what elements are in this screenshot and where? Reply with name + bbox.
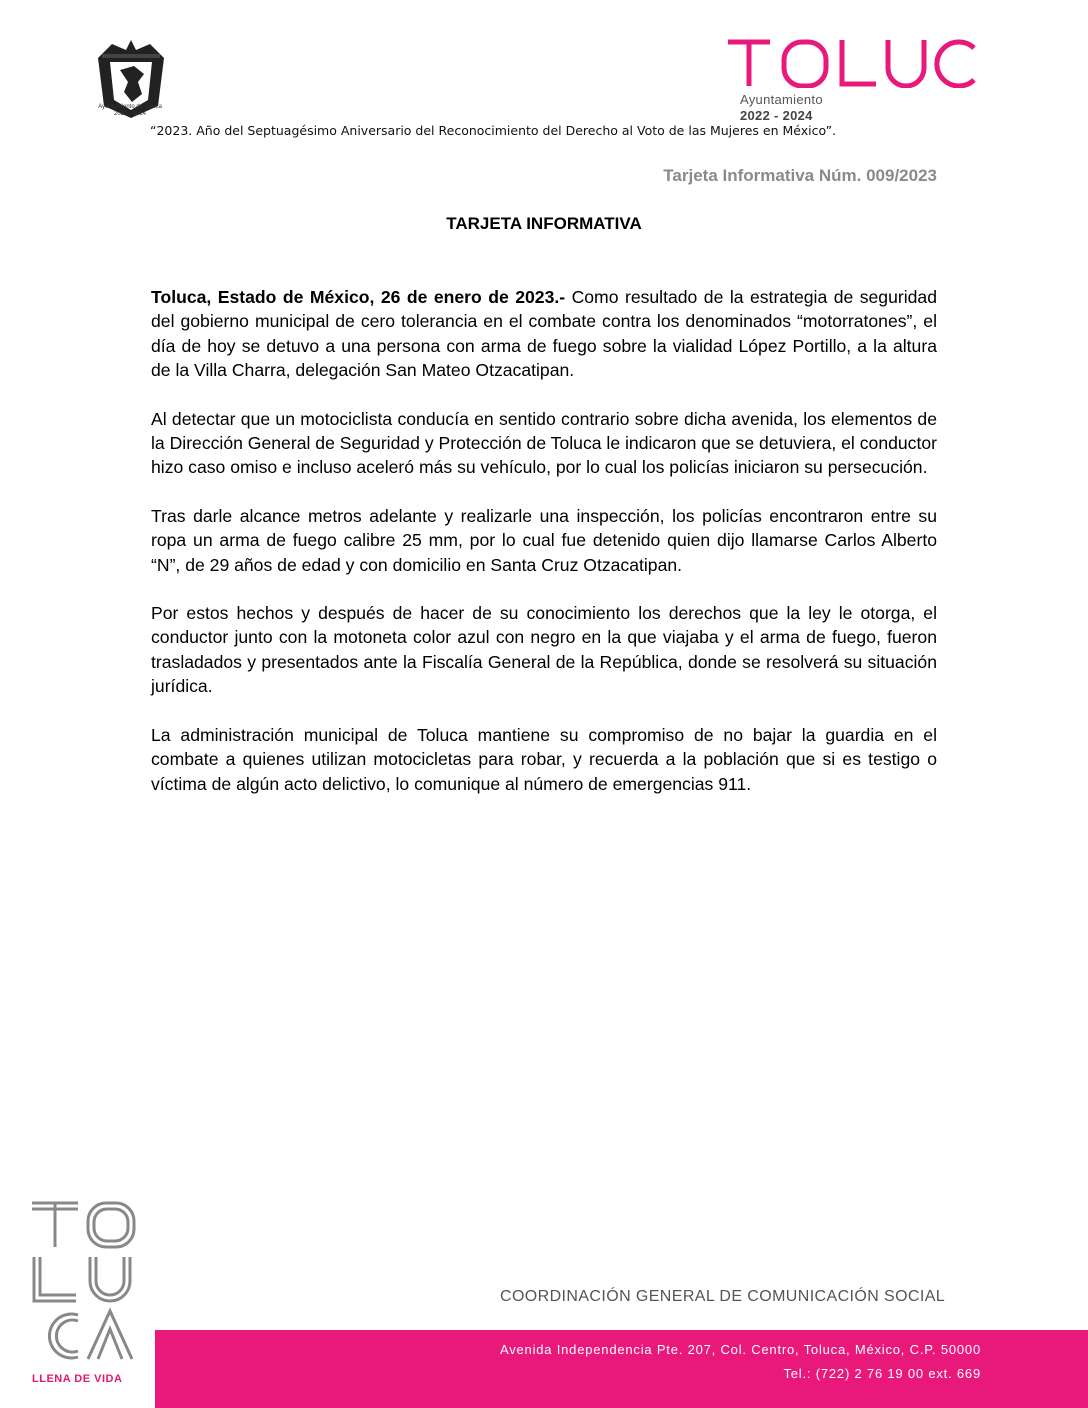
document-title: TARJETA INFORMATIVA xyxy=(446,214,642,233)
paragraph-5: La administración municipal de Toluca mantiene su compromiso de no bajar la guardia en el combate a quienes utilizan motocicletas para robar, y recuerda a la población que si es testigo o víctima de algún acto delictivo, lo comunique al número de emergencias 911. xyxy=(151,724,937,794)
footer-address: Avenida Independencia Pte. 207, Col. Centro, Toluca, México, C.P. 50000 xyxy=(499,1342,981,1357)
paragraph-4: Por estos hechos y después de hacer de su conocimiento los derechos que la ley le otorga, el conductor junto con la motoneta color azul con negro en la que viajaba y el arma de fuego, fueron trasladados y presentados ante la Fiscalía General de la República, donde se resolverá su situación jurídica. xyxy=(151,603,937,697)
logo-ayuntamiento-label: Ayuntamiento xyxy=(740,92,823,107)
toluca-logo-icon xyxy=(726,38,982,88)
logo-years-label: 2022 - 2024 xyxy=(740,108,813,123)
department-name: COORDINACIÓN GENERAL DE COMUNICACIÓN SOCIAL xyxy=(500,1288,946,1305)
paragraph-3: Tras darle alcance metros adelante y realizarle una inspección, los policías encontraron entre su ropa un arma de fuego calibre 25 mm, por lo cual fue detenido quien dijo llamarse Carlos Alberto “N”, de 29 años de edad y con domicilio en Santa Cruz Otzacatipan. xyxy=(151,505,937,575)
slogan: LLENA DE VIDA xyxy=(32,1373,123,1385)
card-number: Tarjeta Informativa Núm. 009/2023 xyxy=(663,166,937,185)
dateline: Toluca, Estado de México, 26 de enero de 2023.- xyxy=(151,287,566,307)
official-motto: “2023. Año del Septuagésimo Aniversario del Reconocimiento del Derecho al Voto de las Mujeres en México”. xyxy=(150,123,837,138)
toluca-logo-wordmark xyxy=(726,38,727,39)
seal-caption: Ayuntamiento de Toluca 2022 - 2024 xyxy=(98,104,162,117)
toluca-footer-logo-icon xyxy=(28,1197,140,1367)
footer-phone: Tel.: (722) 2 76 19 00 ext. 669 xyxy=(783,1366,981,1381)
document-body xyxy=(151,285,937,820)
paragraph-2: Al detectar que un motociclista conducía en sentido contrario sobre dicha avenida, los elementos de la Dirección General de Seguridad y Protección de Toluca le indicaron que se detuviera, el conductor hizo caso omiso e incluso aceleró más su vehículo, por lo cual los policías iniciaron su persecución. xyxy=(151,408,937,478)
paragraph-1 xyxy=(151,285,937,383)
paragraph-1-text: Como resultado de la estrategia de seguridad del gobierno municipal de cero tolerancia en el combate contra los denominados “motorratones”, el día de hoy se detuvo a una persona con arma de fuego sobre la vialidad López Portillo, a la altura de la Villa Charra, delegación San Mateo Otzacatipan. xyxy=(151,287,937,381)
